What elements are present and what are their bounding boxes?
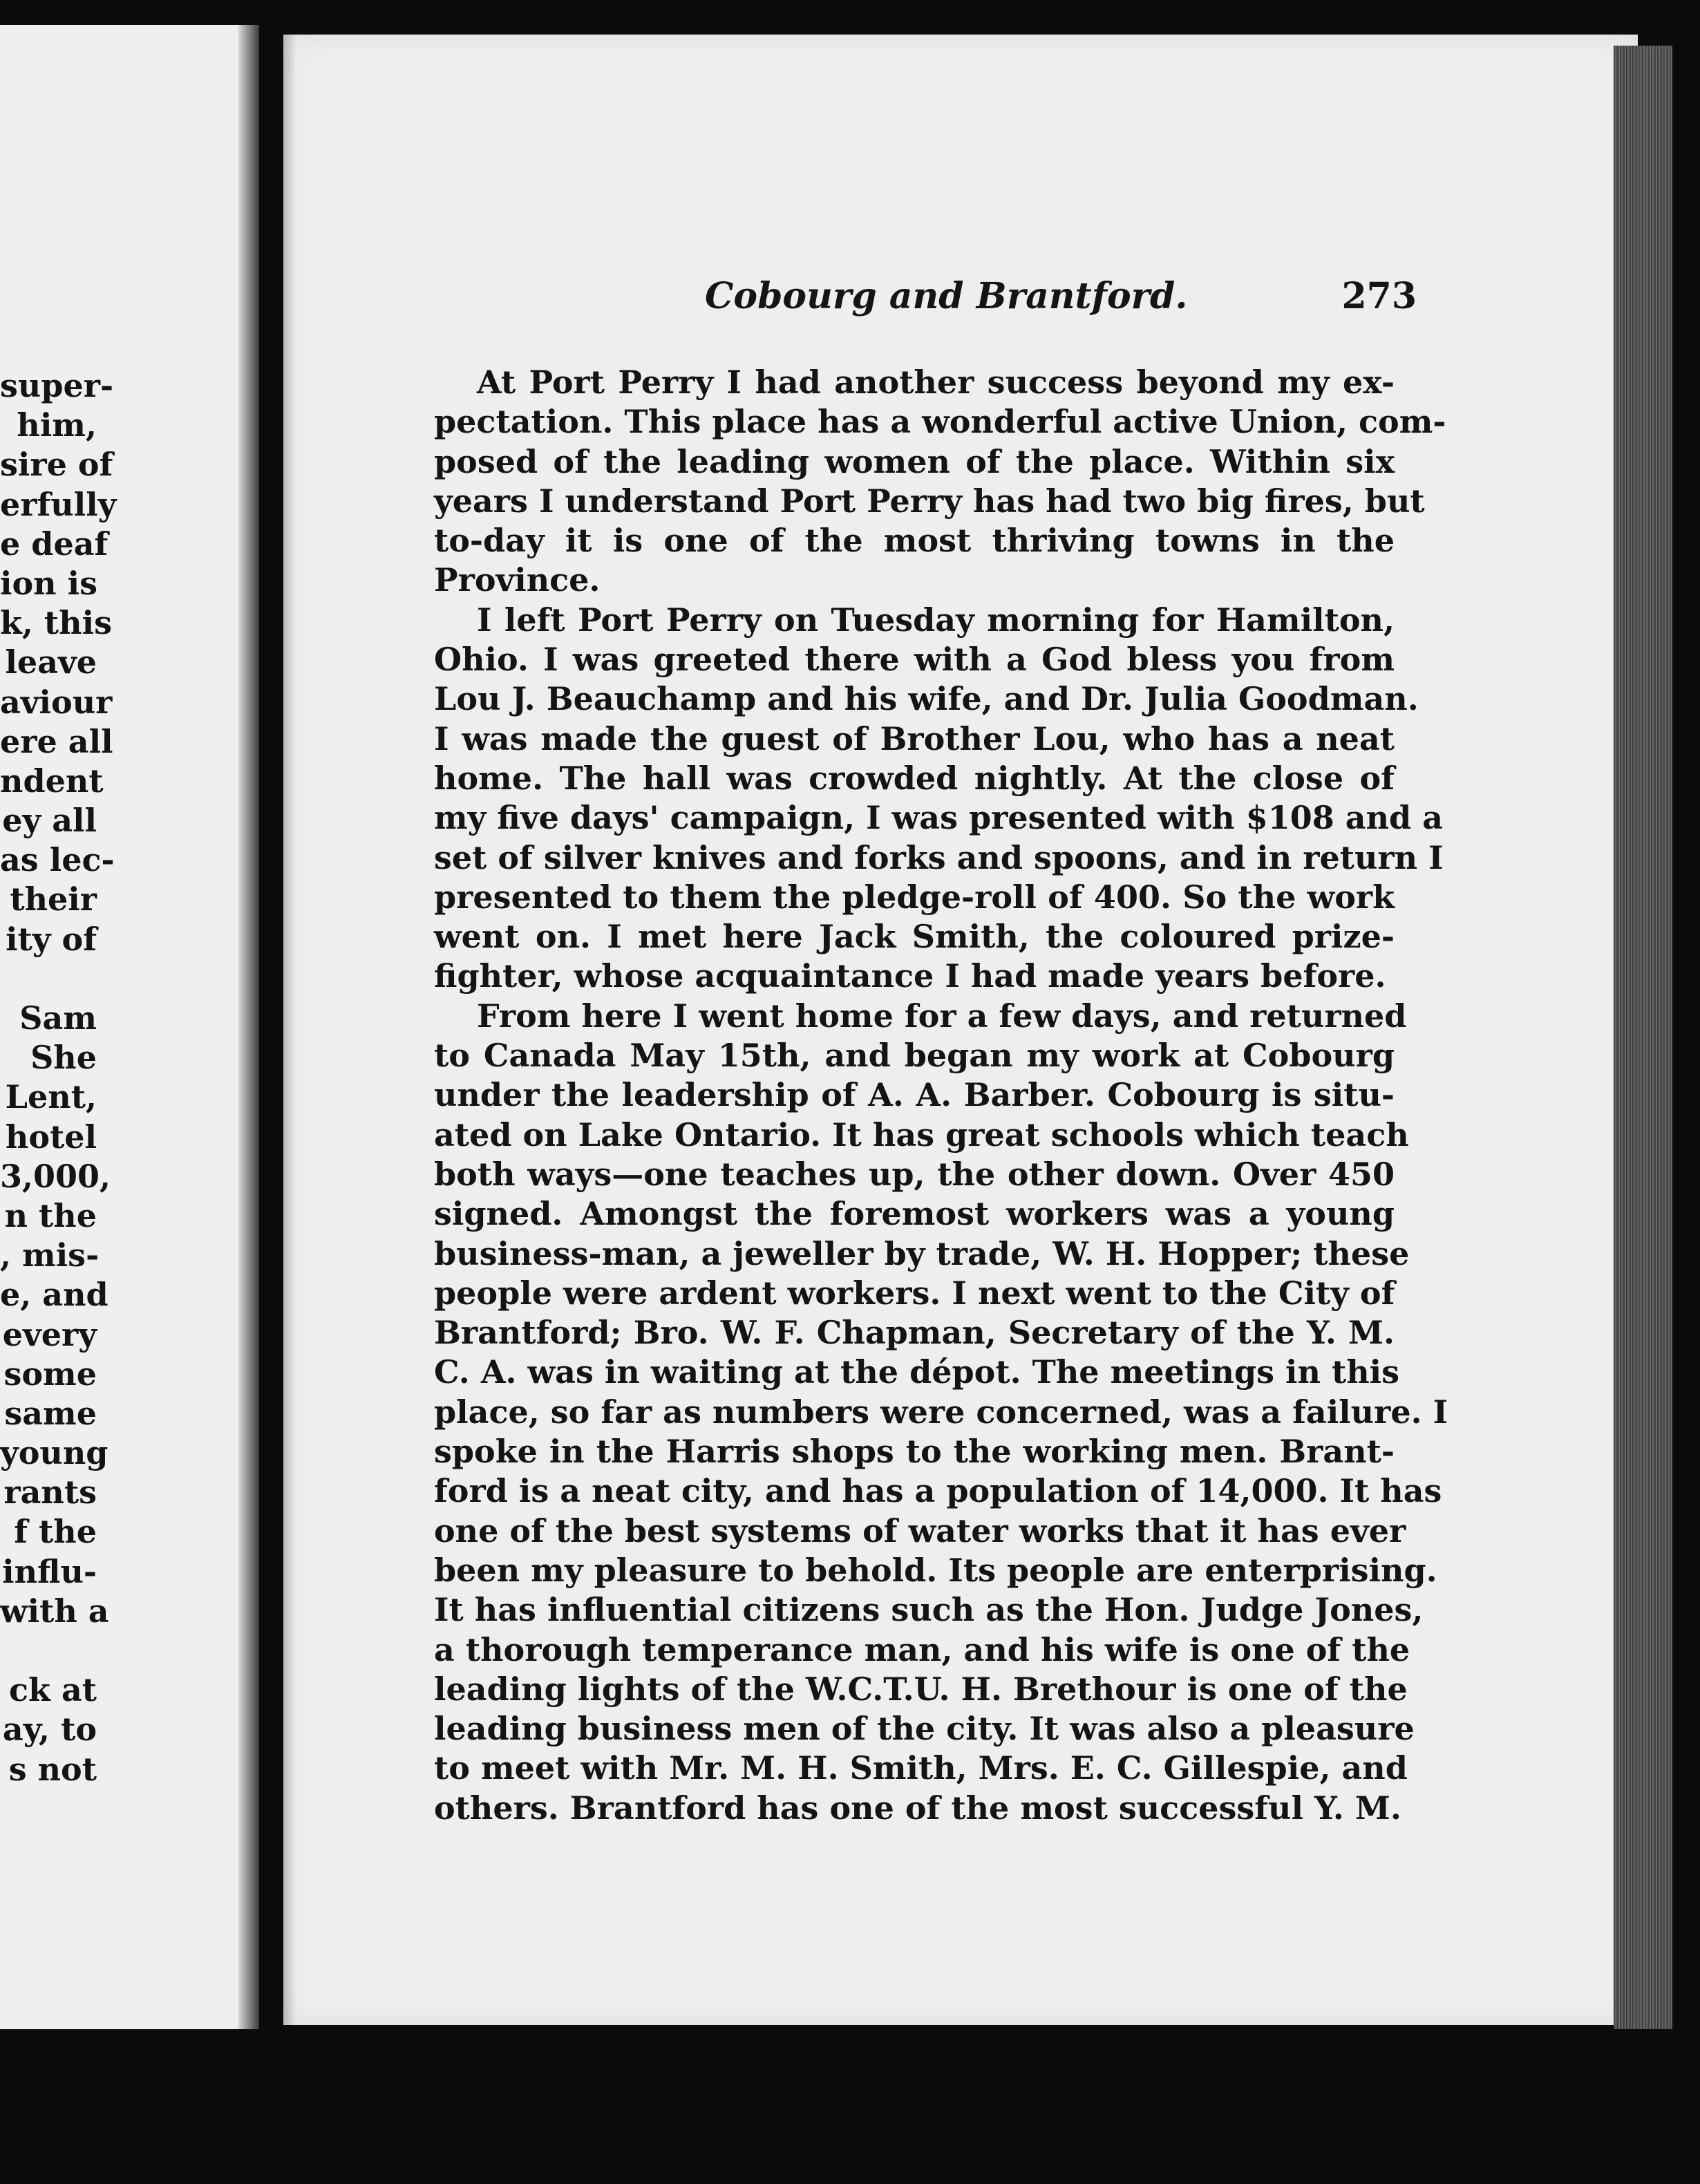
left-fragment-line: hotel [5, 1118, 97, 1156]
text-line: ated on Lake Ontario. It has great schools which teach [434, 1115, 1409, 1154]
text-line: signed. Amongst the foremost workers was a young [434, 1195, 1395, 1233]
page-number: 273 [1341, 275, 1417, 317]
left-fragment-line: ck at [9, 1671, 97, 1709]
left-fragment-line: f the [14, 1513, 97, 1551]
left-fragment-line: every [2, 1315, 97, 1353]
text-line: I was made the guest of Brother Lou, who has a neat [434, 719, 1395, 757]
left-page-text-fragments [0, 366, 117, 1789]
text-line: Brantford; Bro. W. F. Chapman, Secretary of the Y. M. [434, 1314, 1395, 1352]
left-fragment-line: s not [8, 1750, 97, 1788]
text-line: a thorough temperance man, and his wife is one of the [434, 1630, 1410, 1668]
text-line: It has influential citizens such as the Hon. Judge Jones, [434, 1591, 1424, 1629]
text-line: others. Brantford has one of the most successful Y. M. [434, 1789, 1401, 1827]
text-line: Province. [434, 561, 601, 599]
left-fragment-line: ere all [0, 722, 113, 760]
text-line: one of the best systems of water works that it has ever [434, 1512, 1406, 1550]
text-line: C. A. was in waiting at the dépot. The meetings in this [434, 1353, 1400, 1391]
left-fragment-line: ion is [0, 564, 97, 602]
left-fragment-line: , mis- [0, 1236, 100, 1274]
left-fragment-line: She [30, 1039, 97, 1077]
text-line: leading business men of the city. It was also a pleasure [434, 1710, 1415, 1748]
left-fragment-line: ity of [6, 920, 97, 958]
running-title: Cobourg and Brantford. [705, 275, 1188, 317]
left-fragment-line: young [0, 1434, 108, 1472]
text-line: At Port Perry I had another success beyond my ex- [477, 364, 1395, 401]
text-line: I left Port Perry on Tuesday morning for Hamilton, [477, 601, 1395, 639]
left-fragment-line: with a [0, 1592, 109, 1630]
page-fold-shadow [283, 35, 296, 2025]
text-line: set of silver knives and forks and spoons, and in return I [434, 838, 1444, 876]
text-line: my five days' campaign, I was presented with $108 and a [434, 799, 1444, 837]
left-fragment-line: rants [3, 1474, 97, 1512]
text-line: leading lights of the W.C.T.U. H. Brethour is one of the [434, 1670, 1408, 1708]
text-line: went on. I met here Jack Smith, the coloured prize- [434, 918, 1395, 956]
text-line: pectation. This place has a wonderful active Union, com- [434, 403, 1446, 441]
text-line: to meet with Mr. M. H. Smith, Mrs. E. C. Gillespie, and [434, 1749, 1408, 1787]
text-line: Ohio. I was greeted there with a God bless you from [434, 641, 1395, 679]
text-line: been my pleasure to behold. Its people are enterprising. [434, 1551, 1437, 1589]
left-fragment-line: Lent, [5, 1078, 97, 1116]
left-fragment-line: e deaf [0, 525, 108, 563]
text-line: under the leadership of A. A. Barber. Cobourg is situ- [434, 1076, 1395, 1114]
left-fragment-line: aviour [0, 683, 113, 721]
left-fragment-line: e, and [0, 1276, 108, 1314]
left-fragment-line: sire of [0, 446, 113, 484]
left-fragment-line: super- [0, 367, 114, 404]
left-fragment-line: leave [5, 643, 97, 681]
left-fragment-line: Sam [19, 999, 97, 1037]
text-line: to-day it is one of the most thriving towns in the [434, 522, 1395, 560]
text-line: posed of the leading women of the place. Within six [434, 442, 1395, 480]
left-fragment-line: their [10, 881, 97, 919]
text-line: business-man, a jeweller by trade, W. H. Hopper; these [434, 1234, 1410, 1272]
left-fragment-line: as lec- [0, 841, 115, 879]
left-fragment-line: him, [17, 406, 97, 444]
text-line: years I understand Port Perry has had two big fires, but [434, 482, 1425, 520]
left-fragment-line: 3,000, [0, 1157, 111, 1195]
text-line: Lou J. Beauchamp and his wife, and Dr. Julia Goodman. [434, 680, 1419, 718]
text-line: presented to them the pledge-roll of 400. So the work [434, 878, 1395, 916]
left-fragment-line: some [3, 1355, 97, 1393]
text-line: ford is a neat city, and has a population of 14,000. It has [434, 1472, 1442, 1510]
left-fragment-line: ndent [0, 762, 104, 800]
text-line: people were ardent workers. I next went to the City of [434, 1274, 1395, 1312]
book-gutter [238, 25, 259, 2029]
left-fragment-line: erfully [0, 485, 117, 523]
text-line: fighter, whose acquaintance I had made years before. [434, 957, 1386, 995]
left-fragment-line: ey all [2, 802, 97, 840]
text-line: spoke in the Harris shops to the working men. Brant- [434, 1433, 1395, 1471]
text-line: home. The hall was crowded nightly. At the close of [434, 759, 1395, 797]
left-fragment-line: influ- [2, 1552, 97, 1590]
left-fragment-line: same [4, 1394, 97, 1432]
body-text [434, 363, 1448, 1828]
left-fragment-line: n the [4, 1196, 97, 1234]
text-line: From here I went home for a few days, and returned [477, 997, 1407, 1035]
page-edges [1614, 46, 1672, 2029]
text-line: to Canada May 15th, and began my work at Cobourg [434, 1037, 1395, 1075]
left-fragment-line: k, this [0, 604, 112, 642]
text-line: both ways—one teaches up, the other down. Over 450 [434, 1155, 1395, 1193]
left-fragment-line: ay, to [2, 1711, 97, 1749]
text-line: place, so far as numbers were concerned, was a failure. I [434, 1393, 1448, 1431]
